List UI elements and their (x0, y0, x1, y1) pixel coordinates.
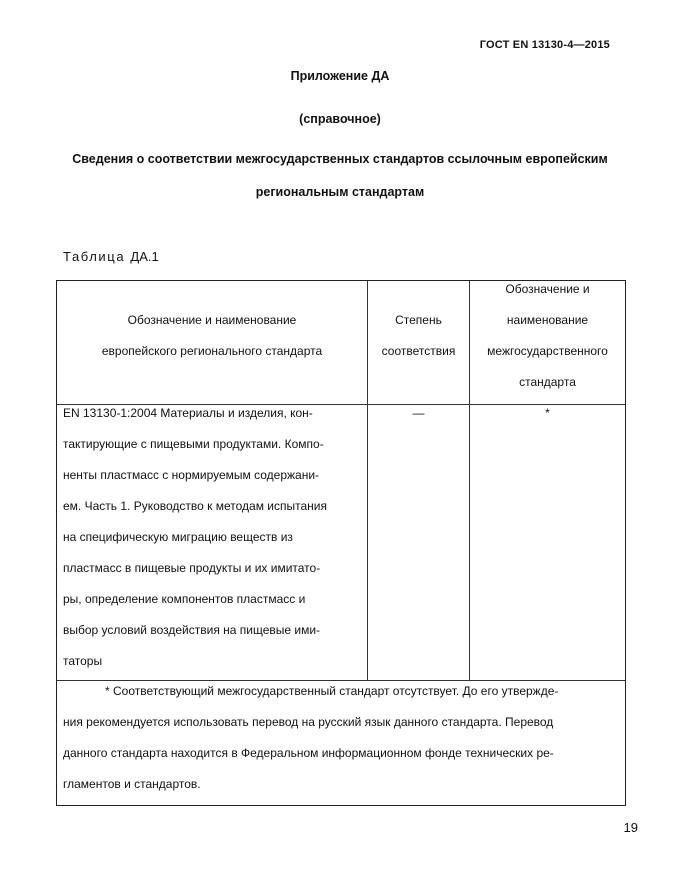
header-european-standard: Обозначение и наименование европейского регионального стандарта (101, 313, 323, 358)
appendix-heading-line-1: Сведения о соответствии межгосударственных стандартов ссылочным европейским (72, 152, 608, 166)
header-degree-of-correspondence: Степень соответствия (381, 313, 456, 358)
page-number: 19 (623, 820, 638, 835)
table-cell-degree: — (412, 406, 425, 420)
table-cell-european-standard: EN 13130-1:2004 Материалы и изделия, кон- тактирующие с пищевыми продуктами. Компо- ненты пластмасс с нормируемым содержани- ем. Часть 1. Руководство к методам испытания на специфическую миграцию веществ из пластмасс в пищевые продукты и их имитато- ры, определение компонентов пластмасс и выбор условий воздействия на пищевые ими- таторы (63, 406, 327, 668)
table-footnote: * Соответствующий межгосударственный стандарт отсутствует. До его утвержде- ния рекомендуется использовать перевод на русский язык данного стандарта. Перевод данного стандарта находится в Федеральном информационном фонде технических ре- гламентов и стандартов. (63, 684, 559, 791)
appendix-type: (справочное) (299, 112, 381, 126)
appendix-heading-line-2: региональным стандартам (255, 185, 425, 199)
table-caption-number: ДА.1 (130, 249, 159, 264)
table-caption-word: Таблица (63, 249, 126, 264)
table-cell-interstate-standard: * (545, 406, 550, 420)
header-interstate-standard: Обозначение и наименование межгосударственного стандарта (487, 282, 608, 389)
correspondence-table (56, 280, 626, 806)
document-code: ГОСТ EN 13130-4—2015 (479, 39, 610, 51)
appendix-title: Приложение ДА (290, 69, 390, 83)
table-caption (63, 249, 159, 264)
